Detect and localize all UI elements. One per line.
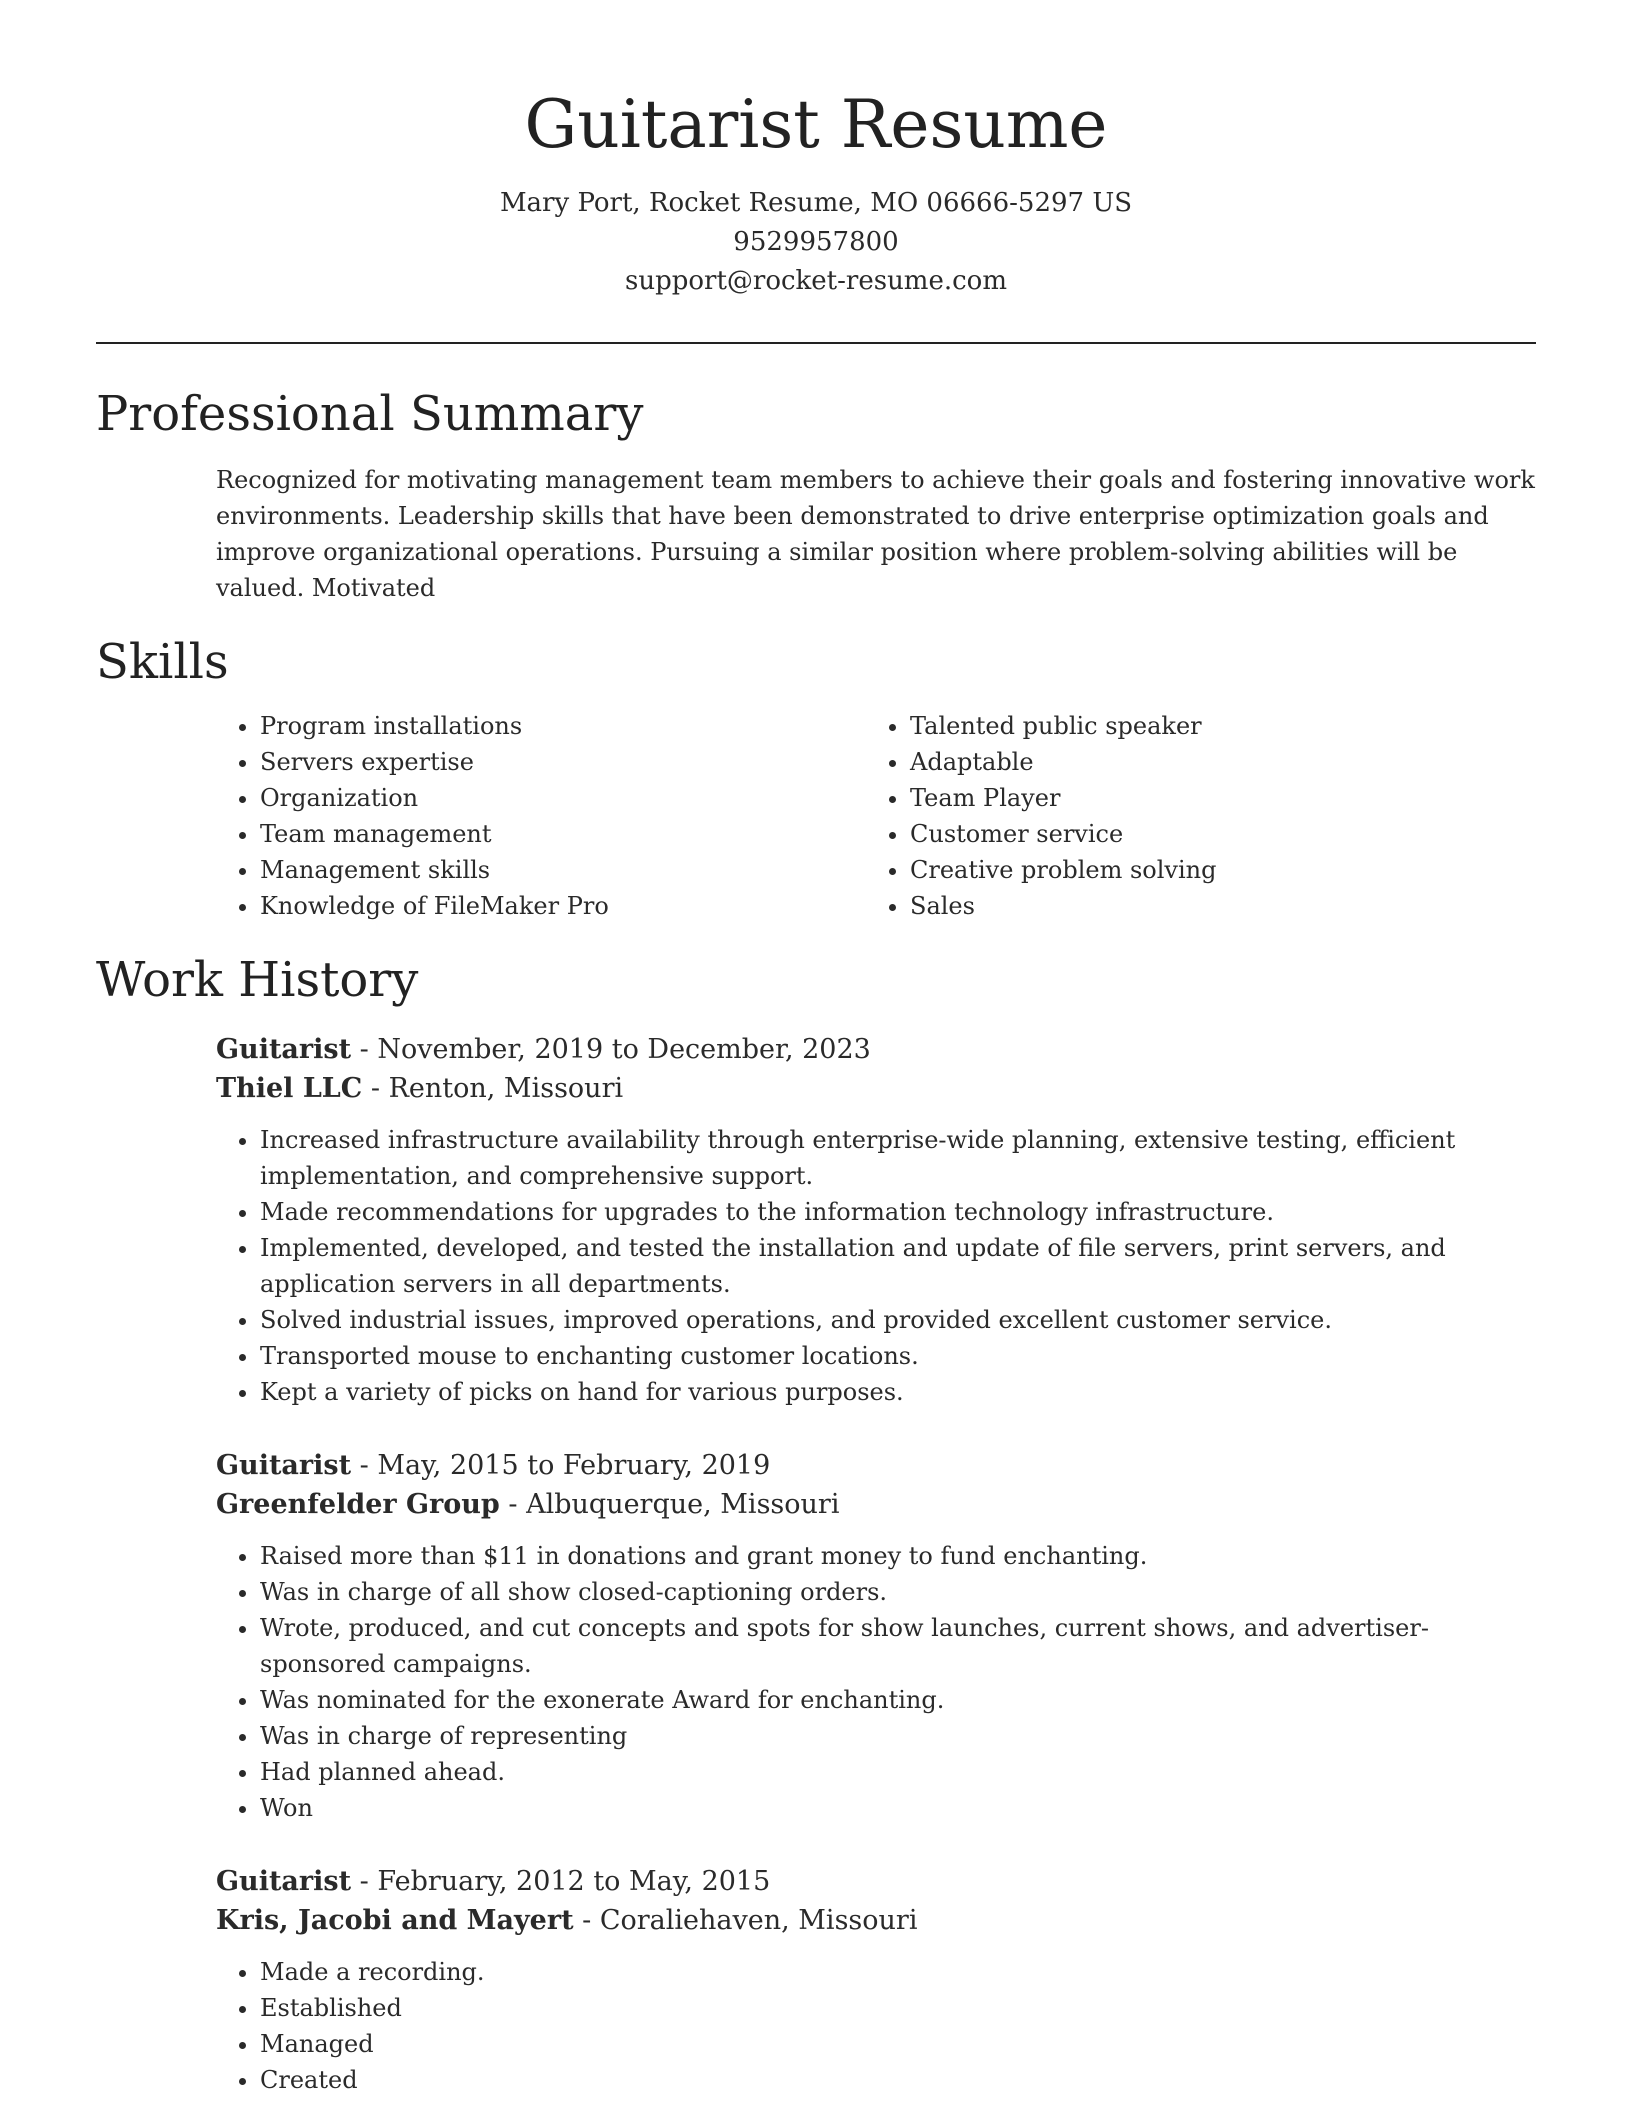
job-bullet: • Established [260,1990,1536,2026]
job-bullet: • Solved industrial issues, improved operations, and provided excellent customer service. [260,1302,1536,1338]
job-bullets [216,1954,1536,2098]
job-bullet: • Was in charge of representing [260,1718,1536,1754]
skill-item: • Talented public speaker [910,708,1516,744]
skills-column-right [866,708,1516,924]
job-bullets [216,1538,1536,1826]
resume-name: Guitarist Resume [524,86,1108,163]
contact-email: support@rocket-resume.com [624,266,1007,296]
skill-item: • Team Player [910,780,1516,816]
skills-list [216,708,1536,924]
job-company: Greenfelder Group [216,1489,500,1520]
job-company: Thiel LLC [216,1073,363,1104]
work-history-heading: Work History [96,952,419,1008]
job-role: Guitarist [216,1450,352,1481]
job-dates: - May, 2015 to February, 2019 [351,1450,771,1481]
job-entry [216,1862,1536,2098]
job-company: Kris, Jacobi and Mayert [216,1905,574,1936]
skills-column-left [216,708,866,924]
skill-item: • Servers expertise [260,744,866,780]
job-title-line [216,1862,1536,1901]
job-bullet: • Transported mouse to enchanting customer locations. [260,1338,1536,1374]
skill-item: • Team management [260,816,866,852]
job-bullet: • Was in charge of all show closed-captioning orders. [260,1574,1536,1610]
job-company-line [216,1901,1536,1940]
job-bullet: • Managed [260,2026,1536,2062]
resume-header [96,80,1536,301]
contact-phone: 9529957800 [733,227,899,257]
job-company-line [216,1069,1536,1108]
summary-heading: Professional Summary [96,386,644,442]
skill-item: • Organization [260,780,866,816]
skill-item: • Customer service [910,816,1516,852]
job-entry [216,1446,1536,1826]
job-bullet: • Kept a variety of picks on hand for various purposes. [260,1374,1536,1410]
job-location: - Renton, Missouri [362,1073,624,1104]
job-bullets [216,1122,1536,1410]
skills-heading: Skills [96,634,229,690]
summary-text: Recognized for motivating management team members to achieve their goals and fostering innovative work environments. Leadership skills that have been demonstrated to drive enterprise optimization goals and improve organizational operations. Pursuing a similar position where problem-solving abilities will be valued. Motivated [216,466,1535,602]
skill-item: • Adaptable [910,744,1516,780]
header-divider [96,342,1536,344]
job-location: - Albuquerque, Missouri [499,1489,840,1520]
job-dates: - November, 2019 to December, 2023 [351,1034,871,1065]
job-company-line [216,1485,1536,1524]
job-location: - Coraliehaven, Missouri [573,1905,918,1936]
skill-item: • Management skills [260,852,866,888]
job-role: Guitarist [216,1866,352,1897]
skill-item: • Program installations [260,708,866,744]
skill-item: • Sales [910,888,1516,924]
job-entry [216,1030,1536,1410]
job-bullet: • Implemented, developed, and tested the installation and update of file servers, print servers, and application servers in all departments. [260,1230,1536,1302]
skill-item: • Creative problem solving [910,852,1516,888]
skill-item: • Knowledge of FileMaker Pro [260,888,866,924]
job-bullet: • Won [260,1790,1536,1826]
job-title-line [216,1030,1536,1069]
job-role: Guitarist [216,1034,352,1065]
job-bullet: • Increased infrastructure availability through enterprise-wide planning, extensive testing, efficient implementation, and comprehensive support. [260,1122,1536,1194]
job-bullet: • Was nominated for the exonerate Award for enchanting. [260,1682,1536,1718]
job-dates: - February, 2012 to May, 2015 [351,1866,771,1897]
job-bullet: • Made recommendations for upgrades to the information technology infrastructure. [260,1194,1536,1230]
job-bullet: • Made a recording. [260,1954,1536,1990]
job-bullet: • Wrote, produced, and cut concepts and spots for show launches, current shows, and advertiser-sponsored campaigns. [260,1610,1536,1682]
job-bullet: • Created [260,2062,1536,2098]
job-title-line [216,1446,1536,1485]
job-bullet: • Raised more than $11 in donations and grant money to fund enchanting. [260,1538,1536,1574]
contact-address: Mary Port, Rocket Resume, MO 06666-5297 US [499,188,1133,218]
job-bullet: • Had planned ahead. [260,1754,1536,1790]
